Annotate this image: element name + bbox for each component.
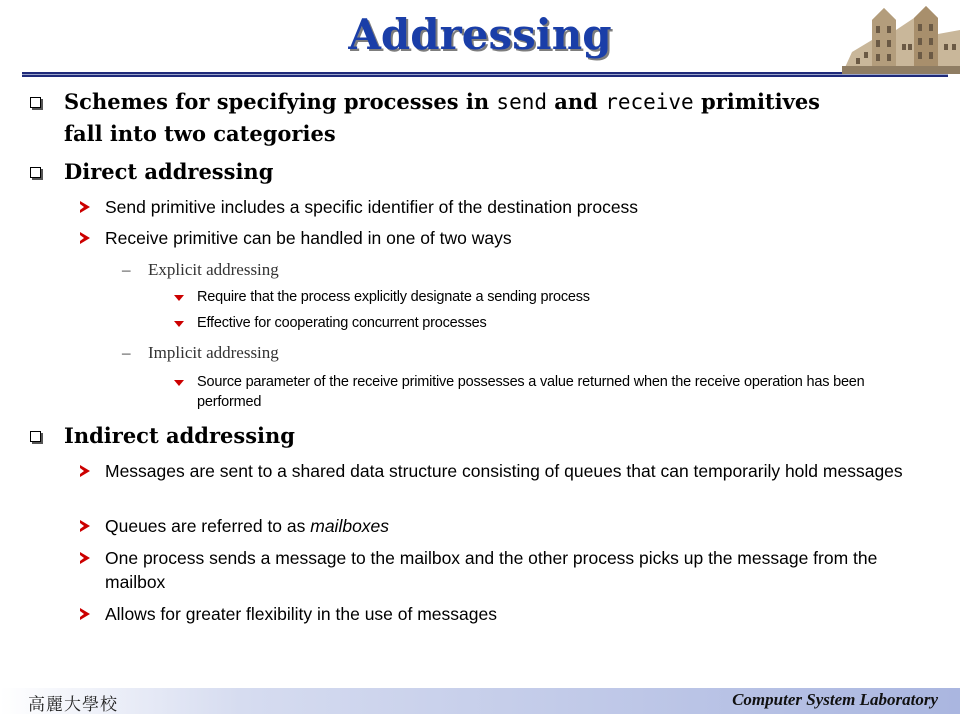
footer-bar	[0, 688, 960, 714]
mailboxes-emphasis: mailboxes	[310, 516, 390, 536]
university-name: 高麗大學校	[28, 695, 118, 715]
schemes-text-part: primitives	[693, 89, 821, 114]
indirect-item-text: Messages are sent to a shared data structure consisting of queues that can temporarily hold messages	[105, 461, 903, 481]
hollow-square-bullet-icon	[30, 431, 41, 442]
direct-item-text: Receive primitive can be handled in one of two ways	[105, 228, 512, 248]
indirect-item-text: Allows for greater flexibility in the use of messages	[105, 604, 497, 624]
hollow-square-bullet-icon	[30, 97, 41, 108]
schemes-text-part: and	[547, 89, 606, 114]
red-arrowhead-bullet-icon	[80, 232, 90, 244]
code-send: send	[496, 90, 547, 114]
slide-title: Addressing	[348, 10, 612, 59]
direct-item-text: Send primitive includes a specific identifier of the destination process	[105, 197, 639, 217]
dash-bullet: –	[122, 260, 131, 279]
implicit-addressing-label: Implicit addressing	[148, 343, 279, 362]
red-down-triangle-bullet-icon	[174, 321, 184, 327]
indirect-item-text: One process sends a message to the mailbox and the other process picks up the message from the mailbox	[105, 548, 878, 592]
direct-addressing-heading: Direct addressing	[64, 159, 274, 184]
red-arrowhead-bullet-icon	[80, 201, 90, 213]
explicit-item-text: Require that the process explicitly designate a sending process	[197, 289, 590, 305]
red-arrowhead-bullet-icon	[80, 608, 90, 620]
indirect-item-text	[105, 514, 940, 538]
code-receive: receive	[605, 90, 694, 114]
title-underline	[22, 72, 948, 77]
implicit-item-text: Source parameter of the receive primitive possesses a value returned when the receive operation has been performed	[197, 374, 865, 410]
red-arrowhead-bullet-icon	[80, 520, 90, 532]
red-down-triangle-bullet-icon	[174, 295, 184, 301]
explicit-item-text: Effective for cooperating concurrent processes	[197, 315, 487, 331]
university-building-icon	[842, 0, 960, 74]
schemes-text-part: Schemes for specifying processes in	[64, 89, 497, 114]
indirect-addressing-heading: Indirect addressing	[64, 423, 295, 448]
dash-bullet: –	[122, 343, 131, 362]
hollow-square-bullet-icon	[30, 167, 41, 178]
red-arrowhead-bullet-icon	[80, 465, 90, 477]
red-arrowhead-bullet-icon	[80, 552, 90, 564]
schemes-text-line2: fall into two categories	[64, 121, 336, 146]
lab-name: Computer System Laboratory	[732, 690, 938, 709]
mailboxes-pre-text: Queues are referred to as	[105, 516, 311, 536]
explicit-addressing-label: Explicit addressing	[148, 260, 279, 279]
red-down-triangle-bullet-icon	[174, 380, 184, 386]
